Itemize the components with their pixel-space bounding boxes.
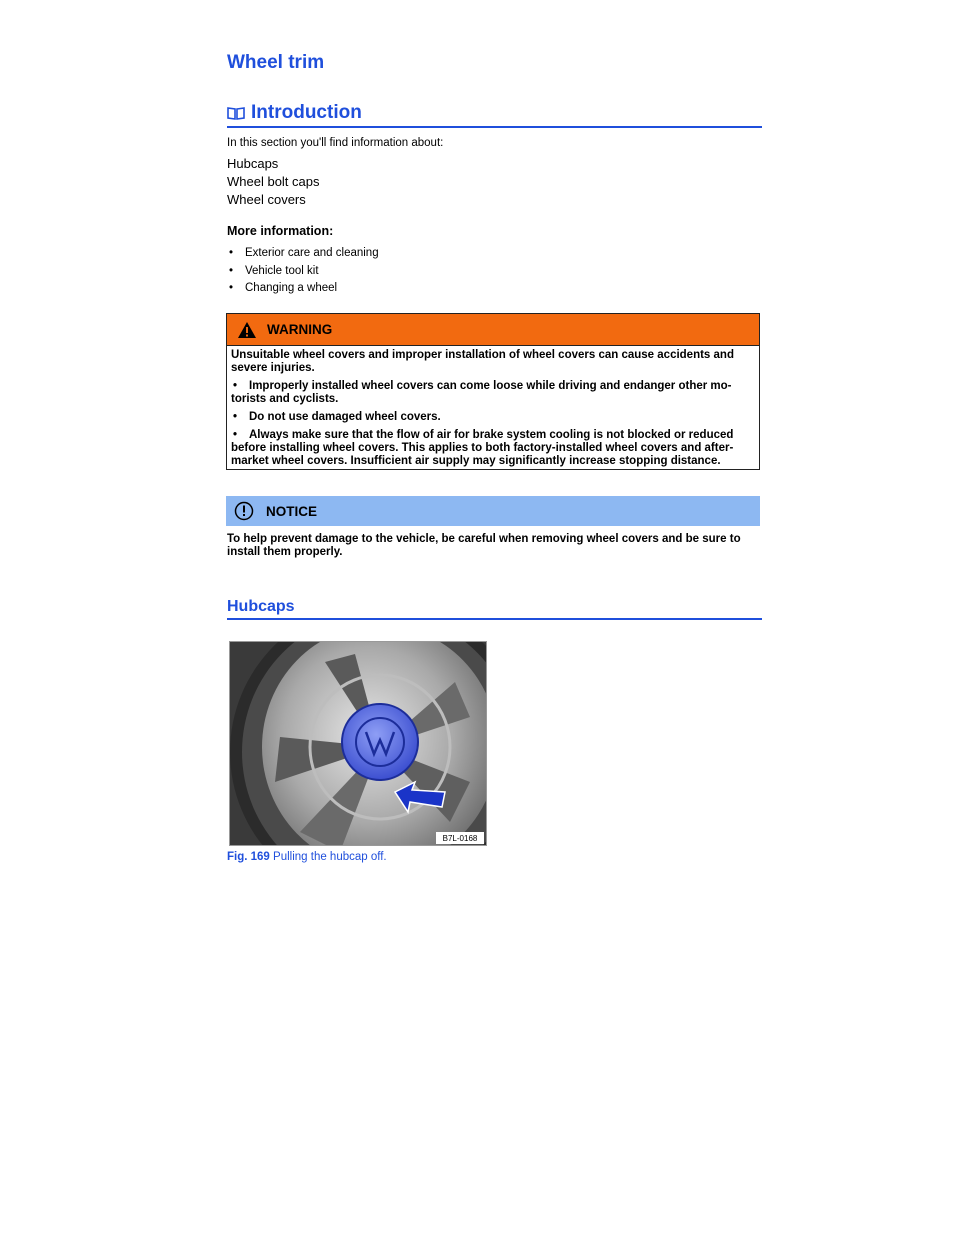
warning-box	[226, 313, 760, 470]
warning-header	[227, 314, 759, 346]
figure-caption	[227, 851, 387, 863]
warning-item-1b: torists and cyclists.	[231, 393, 339, 405]
hubcap-figure	[229, 641, 487, 846]
warning-label: WARNING	[267, 322, 333, 337]
figure-code: B7L-0168	[442, 834, 478, 843]
warning-item-3a: • Always make sure that the flow of air for brake system cooling is not blocked or reduced	[231, 429, 755, 442]
warning-item-3b: before installing wheel covers. This applies to both factory-installed wheel covers and after-	[231, 442, 734, 454]
warning-item-3c: market wheel covers. Insufficient air supply may significantly increase stopping distance.	[231, 455, 721, 467]
warning-triangle-icon	[237, 321, 257, 339]
topic-link-wheel-covers[interactable]: Wheel covers	[227, 192, 306, 207]
hubcap-illustration	[230, 642, 486, 845]
topic-link-wheel-bolt-caps[interactable]: Wheel bolt caps	[227, 174, 320, 189]
hubcaps-heading: Hubcaps	[227, 598, 762, 620]
notice-text	[227, 533, 761, 559]
intro-heading-text: Introduction	[251, 102, 362, 123]
notice-text-b: install them properly.	[227, 546, 343, 558]
exclamation-circle-icon	[234, 501, 254, 521]
more-info-list	[227, 245, 379, 298]
figure-caption-text: Pulling the hubcap off.	[273, 851, 387, 863]
book-icon	[227, 106, 245, 120]
more-info-link-exterior-care[interactable]: • Exterior care and cleaning	[227, 245, 379, 263]
more-info-label: More information:	[227, 224, 334, 238]
warning-item-2: • Do not use damaged wheel covers.	[231, 411, 755, 424]
warning-item-1a: • Improperly installed wheel covers can come loose while driving and endanger other mo-	[231, 380, 755, 393]
notice-header	[226, 496, 760, 526]
intro-lead: In this section you'll find information about:	[227, 137, 444, 149]
more-info-link-changing-wheel[interactable]: • Changing a wheel	[227, 280, 379, 298]
page-title: Wheel trim	[227, 52, 325, 73]
topic-link-hubcaps[interactable]: Hubcaps	[227, 156, 279, 171]
warning-intro: Unsuitable wheel covers and improper installation of wheel covers can cause accidents and severe injuries.	[231, 349, 734, 374]
figure-number: Fig. 169	[227, 851, 270, 863]
notice-label: NOTICE	[266, 503, 318, 519]
intro-heading	[227, 102, 762, 128]
warning-body	[227, 346, 759, 476]
topic-list	[227, 155, 320, 209]
more-info-link-tool-kit[interactable]: • Vehicle tool kit	[227, 263, 379, 281]
notice-text-a: To help prevent damage to the vehicle, be careful when removing wheel covers and be sure to	[227, 533, 741, 545]
